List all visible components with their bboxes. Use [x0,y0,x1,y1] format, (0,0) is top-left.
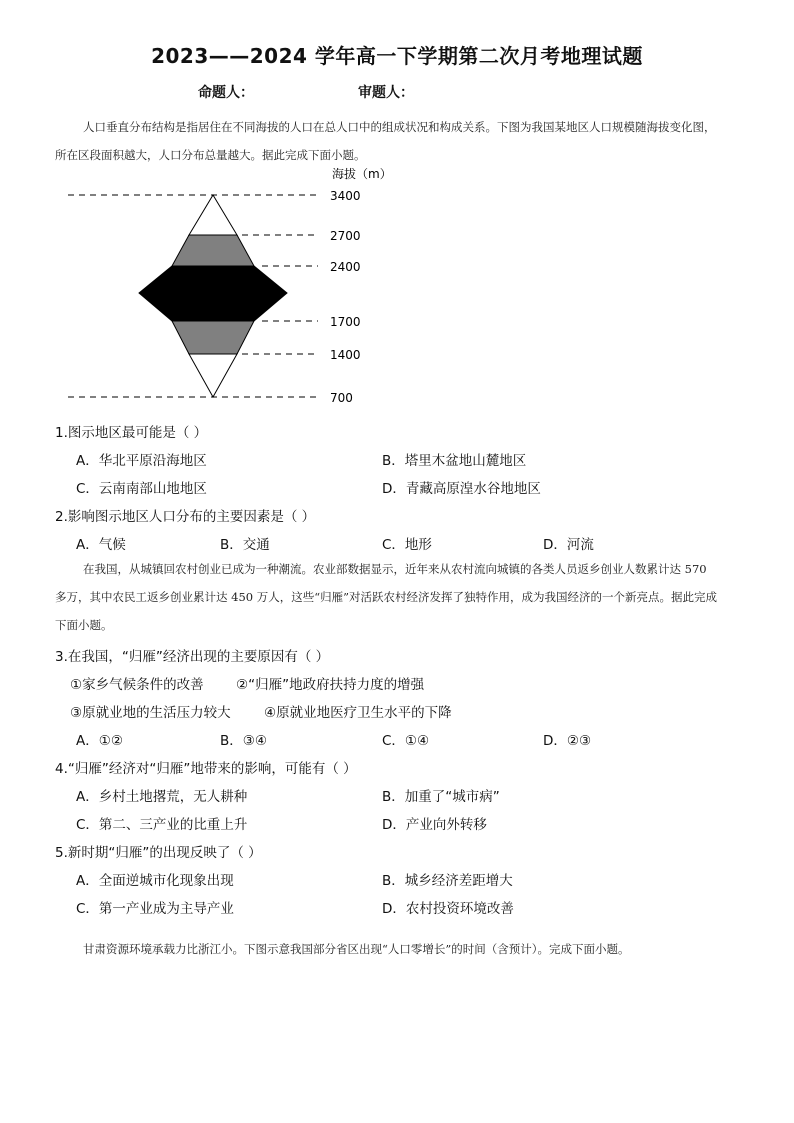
q1-option-a: A．华北平原沿海地区 [76,453,207,469]
q3-statement-4: ④原就业地医疗卫生水平的下降 [264,705,452,721]
q3-option-a: A．①② [76,733,123,749]
tick-label: 700 [330,391,353,405]
q5-option-c: C．第一产业成为主导产业 [76,901,234,917]
population-altitude-figure [0,160,794,410]
q2-option-b: B．交通 [220,537,270,553]
band-top-white [189,195,237,235]
question-1-stem: 1.图示地区最可能是（ ） [55,425,208,441]
q3-option-c: C．①④ [382,733,430,749]
q3-statement-2: ②“归雁”地政府扶持力度的增强 [236,677,425,693]
q1-option-b: B．塔里木盆地山麓地区 [382,453,527,469]
page-title: 2023——2024 学年高一下学期第二次月考地理试题 [151,44,643,68]
question-5-stem: 5.新时期“归雁”的出现反映了（ ） [55,845,262,861]
tick-label: 3400 [330,189,361,203]
q1-option-d: D．青藏高原湟水谷地地区 [382,481,541,497]
intro-paragraph-2: 在我国，从城镇回农村创业已成为一种潮流。农业部数据显示，近年来从农村流向城镇的各类人员返乡创业人数累计达 570 多万，其中农民工返乡创业累计达 450 万人，这些“归雁”对活跃农村经济发挥了独特作用，成为我国经济的一个新亮点。据此完成下面小题。 [55,562,718,632]
q4-option-a: A．乡村土地撂荒，无人耕种 [76,789,248,805]
q4-option-c: C．第二、三产业的比重上升 [76,817,248,833]
q3-statement-1: ①家乡气候条件的改善 [70,677,204,693]
tick-label: 1700 [330,315,361,329]
q3-statement-3: ③原就业地的生活压力较大 [70,705,231,721]
author-label: 命题人： [198,85,254,101]
question-3-stem: 3.在我国，“归雁”经济出现的主要原因有（ ） [55,649,330,665]
q4-option-d: D．产业向外转移 [382,817,487,833]
q2-option-a: A．气候 [76,537,126,553]
q5-option-d: D．农村投资环境改善 [382,901,514,917]
q3-option-b: B．③④ [220,733,267,749]
axis-label: 海拔（m） [332,167,392,181]
band-lower-gray [172,321,254,354]
question-4-stem: 4.“归雁”经济对“归雁”地带来的影响，可能有（ ） [55,761,357,777]
q5-option-b: B．城乡经济差距增大 [382,873,513,889]
q1-option-c: C．云南南部山地地区 [76,481,207,497]
q4-option-b: B．加重了“城市病” [382,789,500,805]
q3-option-d: D．②③ [543,733,592,749]
q2-option-d: D．河流 [543,537,594,553]
intro-paragraph-1: 人口垂直分布结构是指居住在不同海拔的人口在总人口中的组成状况和构成关系。下图为我国某地区人口规模随海拔变化图，所在区段面积越大，人口分布总量越大。据此完成下面小题。 [55,120,716,162]
band-upper-gray [172,235,254,266]
q2-option-c: C．地形 [382,537,432,553]
intro-paragraph-3: 甘肃资源环境承载力比浙江小。下图示意我国部分省区出现“人口零增长”的时间（含预计）。完成下面小题。 [83,942,630,956]
tick-label: 1400 [330,348,361,362]
q5-option-a: A．全面逆城市化现象出现 [76,873,234,889]
band-bottom-white [189,354,237,397]
question-2-stem: 2.影响图示地区人口分布的主要因素是（ ） [55,509,316,525]
tick-label: 2700 [330,229,361,243]
reviewer-label: 审题人： [358,85,414,101]
band-middle-black [139,266,287,321]
tick-label: 2400 [330,260,361,274]
